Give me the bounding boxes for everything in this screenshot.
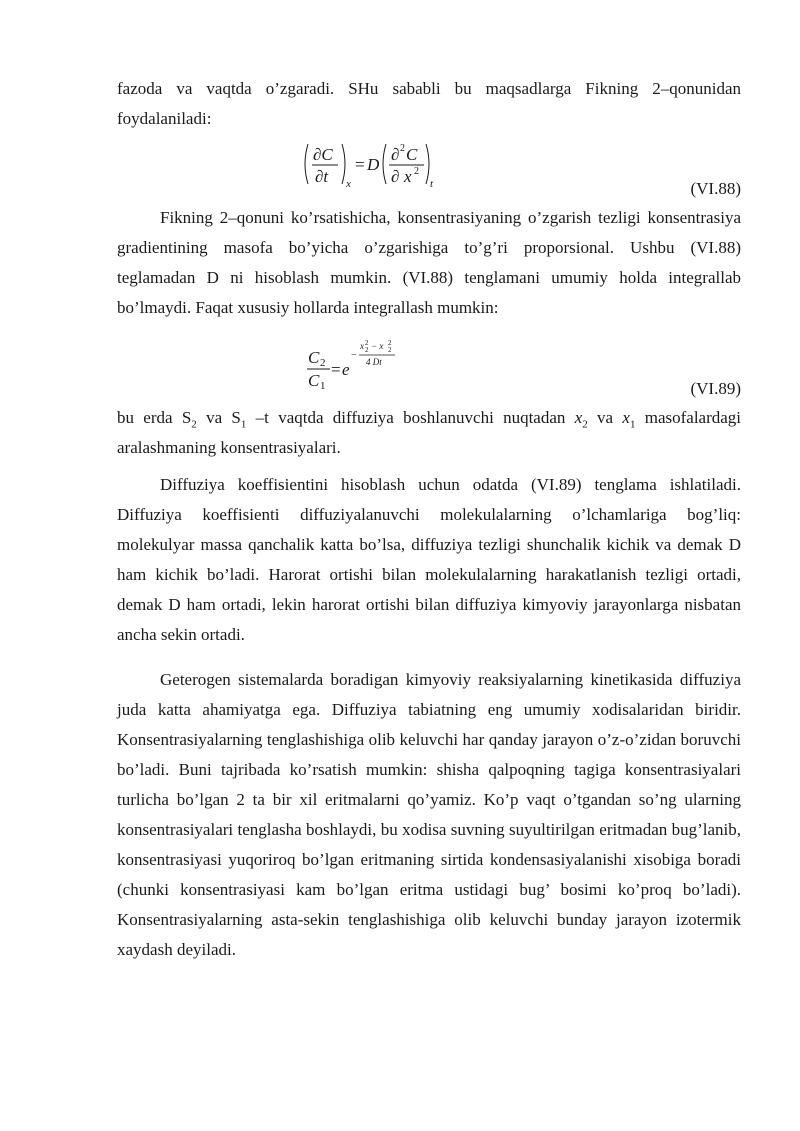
p3-x1: x [622,408,630,427]
p3-text-3: –t vaqtda diffuziya boshlanuvchi nuqtadan [246,408,575,427]
equation-number-vi-89: (VI.89) [690,379,741,398]
p3-text-1: bu erda S [117,408,192,427]
p3-x2: x [574,408,583,427]
lhs-numerator: ∂C [313,145,333,164]
exp-num-x2-sup: 2 [365,339,369,347]
exp-minus: − [351,350,357,361]
rhs-subscript: t [430,178,434,190]
paragraph-4: Diffuziya koeffisientini hisoblash uchun odatda (VI.89) tenglama ishlatiladi. Diffuziya koeffisienti diffuziyalanuvchi molekulalarning o’lchamlariga bog’liq: molekulyar massa qanchalik katta bo’lsa, diffuziya tezligi shunchalik kichik va demak D ham kichik bo’ladi. Harorat ortishi bilan molekulalarning harakatlanish tezligi ortadi, demak D ham ortadi, lekin harorat ortishi bilan diffuziya kimyoviy jarayonlarga nisbatan ancha sekin ortadi. [117,475,741,644]
equals-sign: = [355,155,365,174]
rhs-den-partial: ∂ [391,167,400,186]
p3-sub-2: 2 [191,418,197,431]
paragraph-3 [117,403,741,463]
exp-num-x2: x [360,341,364,351]
p3-text-4: va [587,408,623,427]
right-paren-1 [342,144,345,184]
ratio-numerator: C [308,348,320,367]
rhs-den-var: x [404,167,412,186]
rhs-num-var: C [406,145,418,164]
rhs-num-power: 2 [400,143,405,154]
left-paren-1 [305,144,308,184]
right-paren-2 [426,144,429,184]
equation-vi-89 [306,335,416,393]
p3-text-2: va S [196,408,241,427]
p3-sub-1: 1 [240,418,247,431]
exp-denominator: 4 Dt [366,357,382,367]
ratio-denominator: C [308,371,320,390]
left-paren-2 [383,144,386,184]
paragraph-1: fazoda va vaqtda o’zgaradi. SHu sababli bu maqsadlarga Fikning 2–qonunidan foydalaniladi: [117,79,741,128]
exp-num-x2-sub: 2 [365,346,369,354]
exp-num-x1-sub: 2 [388,346,392,354]
ratio-denominator-sub: 1 [320,380,326,392]
equation-number-vi-88: (VI.88) [690,179,741,198]
lhs-subscript: x [346,178,351,190]
ratio-numerator-sub: 2 [320,357,326,369]
exp-base: e [342,360,350,379]
p3-x2-sub: 2 [582,418,588,431]
coefficient-d: D [367,155,380,174]
p3-text-5: masofalardagi aralashmaning konsentrasiyalari. [117,408,742,457]
equation-vi-88 [300,140,440,190]
rhs-num-partial: ∂ [391,145,400,164]
rhs-den-power: 2 [414,166,419,177]
exp-num-x1-sup: 2 [388,339,392,347]
paragraph-2: Fikning 2–qonuni ko’rsatishicha, konsentrasiyaning o’zgarish tezligi konsentrasiya gradientining masofa bo’yicha o’zgarishiga to’g’ri proporsional. Ushbu (VI.88) teglamadan D ni hisoblash mumkin. (VI.88) tenglamani umumiy holda integrallab bo’lmaydi. Faqat xususiy hollarda integrallash mumkin: [117,208,741,317]
paragraph-5: Geterogen sistemalarda boradigan kimyoviy reaksiyalarning kinetikasida diffuziya juda katta ahamiyatga ega. Diffuziya tabiatning eng umumiy xodisalaridan biridir. Konsentrasiyalarning tenglashishiga olib keluvchi har qanday jarayon o’z-o’zidan boruvchi bo’ladi. Buni tajribada ko’rsatish mumkin: shisha qalpoqning tagiga konsentrasiyalari turlicha bo’lgan 2 ta bir xil eritmalarni qo’yamiz. Ko’p vaqt o’tgandan so’ng ularning konsentrasiyalari tenglasha boshlaydi, bu xodisa suvning suyultirilgan eritmadan bug’lanib, konsentrasiyasi yuqoriroq bo’lgan eritmaning sirtida kondensasiyalanishi xisobiga boradi (chunki konsentrasiyasi kam bo’lgan eritma ustidagi bug’ bosimi ko’proq bo’ladi). Konsentrasiyalarning asta-sekin tenglashishiga olib keluvchi bunday jarayon izotermik xaydash deyiladi. [117,670,741,959]
p3-x1-sub: 1 [629,418,636,431]
equals-sign-2: = [331,360,341,379]
lhs-denominator: ∂t [315,167,329,186]
exp-num-mid: − x [371,341,384,351]
